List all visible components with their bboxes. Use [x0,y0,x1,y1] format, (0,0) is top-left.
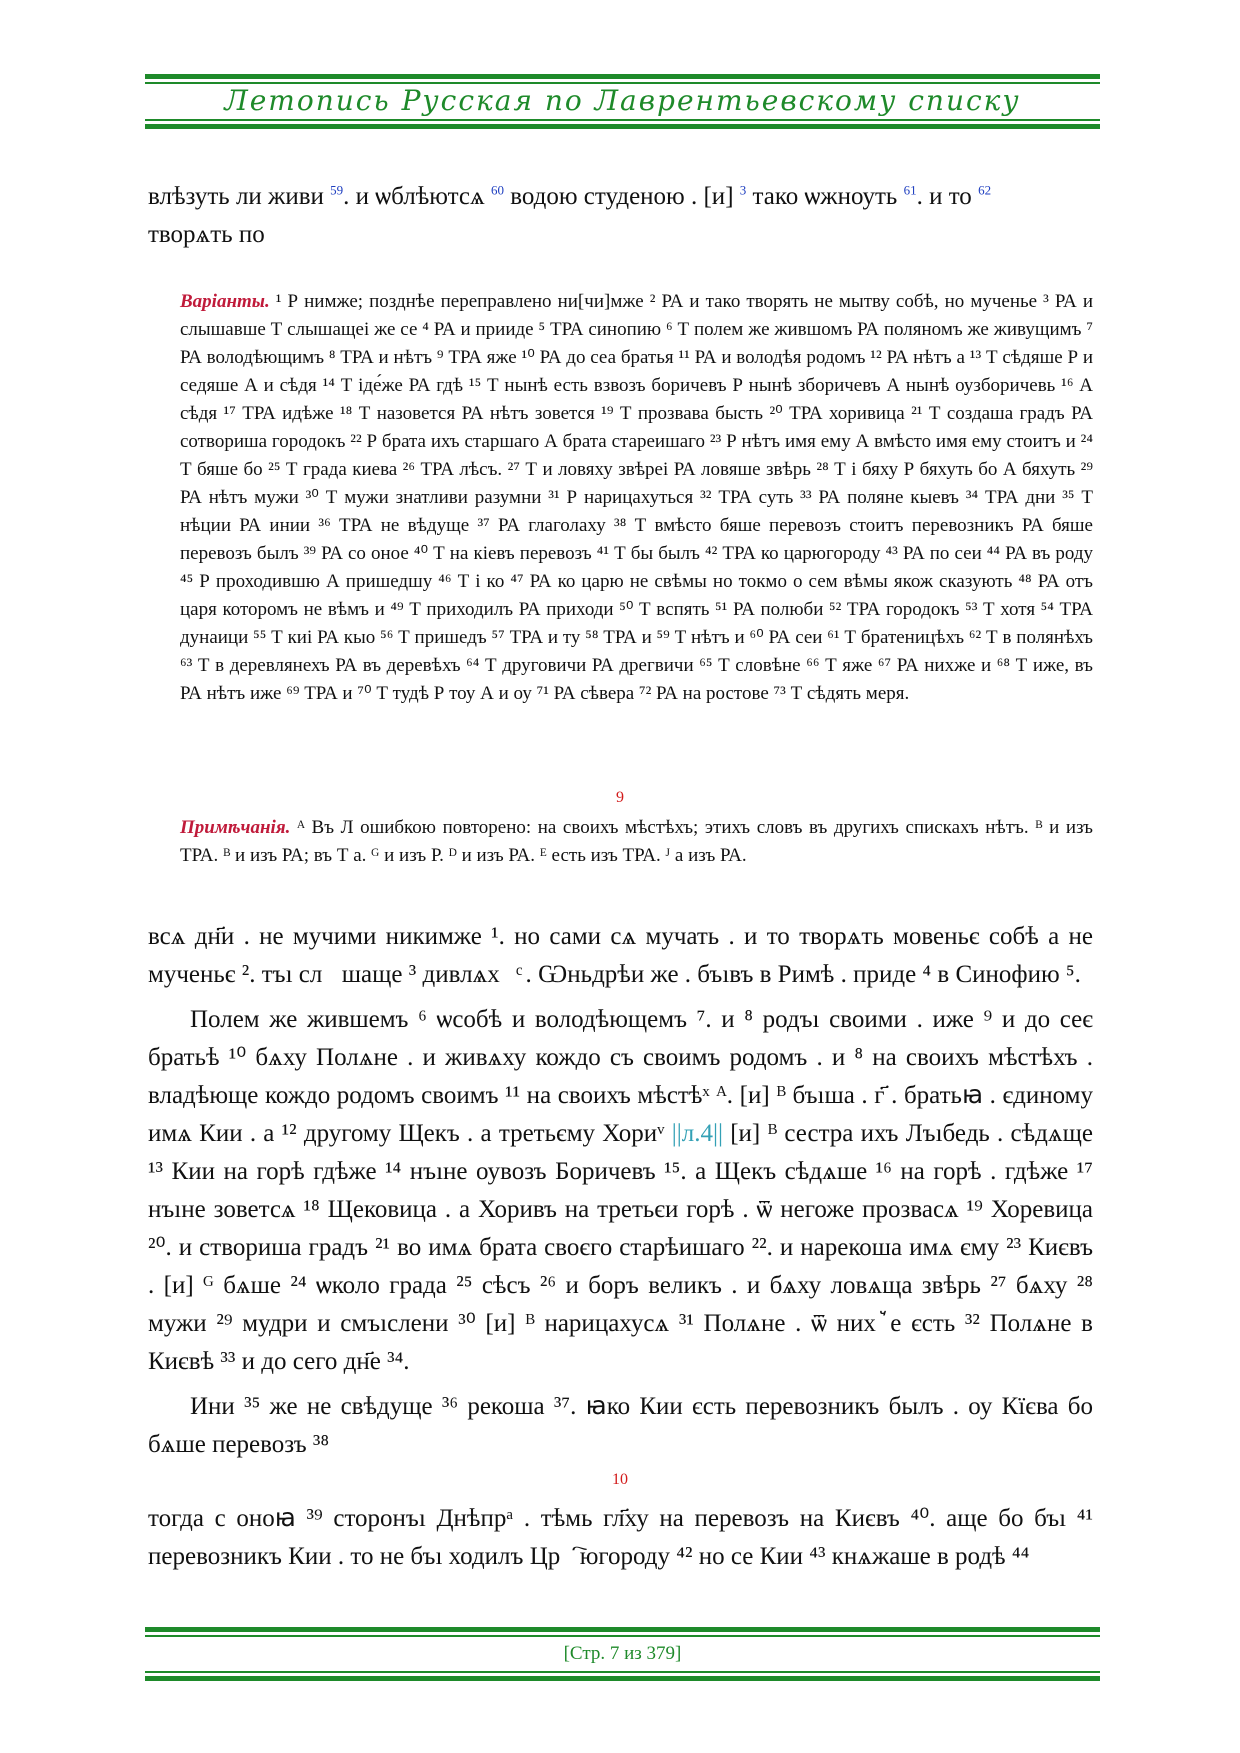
footer-rule-bottom [145,1676,1100,1681]
text-block-1 [148,178,1093,254]
paragraph: всѧ дн҃и . не мучими никимже ¹. но сами сѧ мучать . и то творѧть мовеньє собѣ а не мученьє ². тъı сл꙯шаще ³ дивлѧхꙋͨ . Ѡньдрѣи же . бъıвъ в Римѣ . приде ⁴ в Синофию ⁵. [148,923,1093,988]
footer-rule-top [145,1627,1100,1632]
footer-rule-bottom-thin [145,1671,1100,1673]
footnote-ref: 59 [330,182,344,198]
header-rule-bottom-thin [145,119,1100,121]
text-segment: творѧть по [148,221,265,248]
text-block-2 [148,918,1093,1471]
text-segment: . и ѡблѣютсѧ [343,183,491,210]
variants-block [180,288,1093,708]
text-segment: [и] ᴮ сестра ихъ Лъıбедь . сѣдѧще ¹³ Кии на горѣ гдѣже ¹⁴ нъıне оувозъ Боричевъ ¹⁵. а Щекъ сѣдѧше ¹⁶ на горѣ . гдѣже ¹⁷ нъıне зоветсѧ ¹⁸ Щековица . а Хоривъ на третьєи горѣ . ѿ негоже прозвасѧ ¹⁹ Хоревица ²⁰. и створиша градъ ²¹ во имѧ брата своєго старѣишаго ²². и нарекоша имѧ єму ²³ Києвъ . [и] ᴳ бѧше ²⁴ ѡколо града ²⁵ сѣсъ ²⁶ и боръ великъ . и бѧху ловѧща звѣрь ²⁷ бѧху ²⁸ мужи ²⁹ мудри и смъıслени ³⁰ [и] ᴮ нарицахусѧ ³¹ Полѧне . ѿ нихꙿе єсть ³² Полѧне в Києвѣ ³³ и до сего дн҃е ³⁴. [148,1120,1093,1375]
notes-block [180,814,1093,870]
source-page-number: 9 [616,789,624,806]
notes-text: ᴬ Въ Л ошибкою повторено: на своихъ мѣстѣхъ; этихъ словъ въ другихъ спискахъ нѣтъ. ᴮ и изъ ТРА. ᴮ и изъ РА; въ Т а. ᴳ и изъ Р. ᴰ и изъ РА. ᴱ есть изъ ТРА. ᴶ а изъ РА. [180,817,1093,866]
text-block-3 [148,1500,1093,1583]
folio-marker: ||л.4|| [664,1120,731,1147]
text-segment: тако ѡжноуть [746,183,904,210]
page-counter: [Стр. 7 из 379] [563,1643,682,1664]
header-rule-bottom [145,124,1100,129]
variants-heading: Варіанты. [180,291,270,312]
footnote-ref: 61 [903,182,917,198]
text-segment: Полем же жившемъ ⁶ ѡсобѣ и володѣющемъ ⁷. и ⁸ родъı своими . иже ⁹ и до сеє братьѣ ¹⁰ бѧху Полѧне . и живѧху кождо съ своимъ родомъ . и ⁸ на своихъ мѣстѣхъ . владѣюще кождо родомъ своимъ ¹¹ на своихъ мѣстѣˣ ᴬ. [и] ᴮ бъıша . г҃ . братьꙗ . єдиному имѧ Кии . а ¹² другому Щекъ . а третьєму Хориᵛ [148,1006,1093,1147]
footnote-ref: 60 [490,182,504,198]
footnote-ref: 3 [739,182,747,198]
source-page-number: 10 [612,1471,628,1488]
variants-text: ¹ Р нимже; позднѣе переправлено ни[чи]мже ² РА и тако творять не мытву собѣ, но мученье ³ РА и слышавше Т слышащеі же се ⁴ РА и прииде ⁵ ТРА синопию ⁶ Т полем же жившомъ РА поляномъ же живущимъ ⁷ РА володѣющимъ ⁸ ТРА и нѣтъ ⁹ ТРА яже ¹⁰ РА до сеа братья ¹¹ РА и володѣя родомъ ¹² РА нѣтъ а ¹³ Т сѣдяше Р и седяше А и сѣдя ¹⁴ Т іде́же РА гдѣ ¹⁵ Т нынѣ есть взвозъ боричевъ Р нынѣ зборичевъ А нынѣ оузборичевь ¹⁶ А сѣдя ¹⁷ ТРА идѣже ¹⁸ Т назовется РА нѣтъ зовется ¹⁹ Т прозвава бысть ²⁰ ТРА хоривица ²¹ Т создаша градъ РА сотвориша городокъ ²² Р брата ихъ старшаго А брата стареишаго ²³ Р нѣтъ имя ему А вмѣсто имя ему стоитъ и ²⁴ Т бяше бо ²⁵ Т града киева ²⁶ ТРА лѣсъ. ²⁷ Т и ловяху звѣреі РА ловяше звѣрь ²⁸ Т і бяху Р бяхуть бо А бяхуть ²⁹ РА нѣтъ мужи ³⁰ Т мужи знатливи разумни ³¹ Р нарицахуться ³² ТРА суть ³³ РА поляне кыевъ ³⁴ ТРА дни ³⁵ Т нѣции РА инии ³⁶ ТРА не вѣдуще ³⁷ РА глаголаху ³⁸ Т вмѣсто бяше перевозъ стоитъ перевозникъ РА бяше перевозъ былъ ³⁹ РА со оное ⁴⁰ Т на кіевъ перевозъ ⁴¹ Т бы былъ ⁴² ТРА ко царюгороду ⁴³ РА по сеи ⁴⁴ РА въ роду ⁴⁵ Р проходившю А пришедшу ⁴⁶ Т і ко ⁴⁷ РА ко царю не свѣмы но токмо о сем вѣмы якож сказують ⁴⁸ РА отъ царя которомъ не вѣмъ и ⁴⁹ Т приходилъ РА приходи ⁵⁰ Т вспять ⁵¹ РА полюби ⁵² ТРА городокъ ⁵³ Т хотя ⁵⁴ ТРА дунаици ⁵⁵ Т киі РА кыо ⁵⁶ Т пришедъ ⁵⁷ ТРА и ту ⁵⁸ ТРА и ⁵⁹ Т нѣтъ и ⁶⁰ РА сеи ⁶¹ Т братеницѣхъ ⁶² Т в полянѣхъ ⁶³ Т в деревлянехъ РА въ деревѣхъ ⁶⁴ Т друговичи РА дрегвичи ⁶⁵ Т словѣне ⁶⁶ Т яже ⁶⁷ РА нихже и ⁶⁸ Т иже, въ РА нѣтъ иже ⁶⁹ ТРА и ⁷⁰ Т тудѣ Р тоу А и оу ⁷¹ РА сѣвера ⁷² РА на ростове ⁷³ Т сѣдять меря. [180,291,1093,704]
text-segment: влѣзуть ли живи [148,183,331,210]
paragraph: Ини ³⁵ же не свѣдуще ³⁶ рекоша ³⁷. ꙗко Кии єсть перевозникъ былъ . оу Кїєва бо бѧше перевозъ ³⁸ [148,1393,1093,1458]
notes-heading: Примѣчанія. [180,817,291,838]
page-header-title: Летопись Русская по Лаврентьевскому списку [224,84,1021,117]
header-rule-top [145,74,1100,79]
footer-rule-top-thin [145,1635,1100,1637]
text-segment: водою студеною . [и] [503,183,740,210]
text-segment: . и то [916,183,979,210]
paragraph [148,1001,1093,1381]
paragraph: тогда с оноꙗ ³⁹ сторонъı Днѣпрᵃ . тѣмь гл҃ху на перевозъ на Києвъ ⁴⁰. аще бо бъı ⁴¹ перевозникъ Кии . то не бъı ходилъ Црⷭ҇югороду ⁴² но се Кии ⁴³ кнѧжаше в родѣ ⁴⁴ [148,1505,1093,1570]
footnote-ref: 62 [978,182,992,198]
